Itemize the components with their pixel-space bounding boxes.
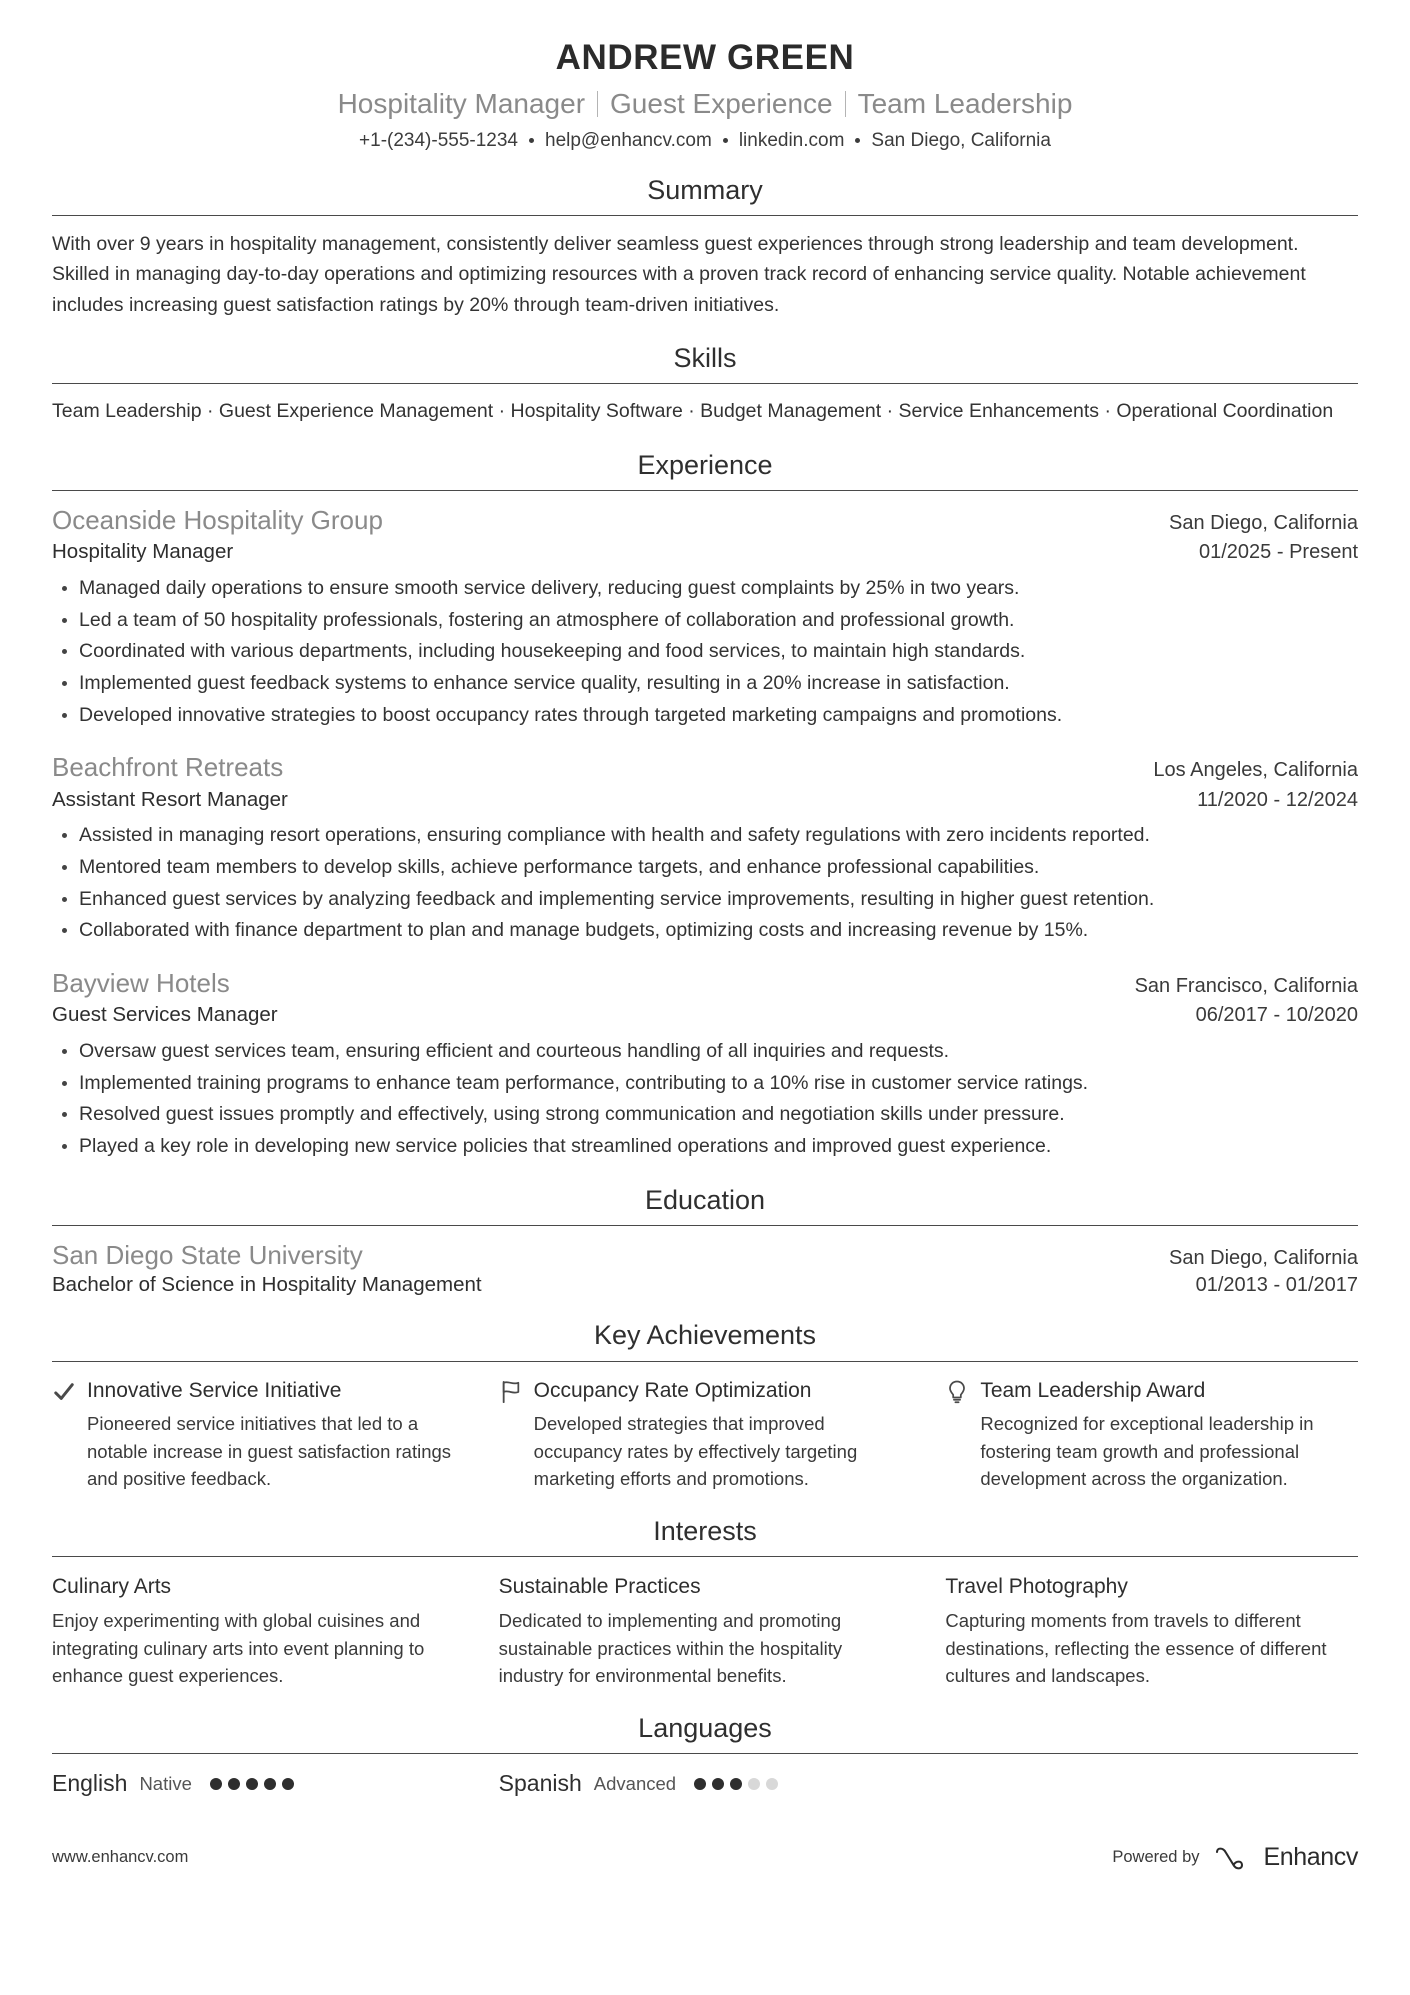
- experience-role-row: [52, 784, 1358, 814]
- proficiency-dot-filled: [730, 1778, 742, 1790]
- experience-company-row: [52, 751, 1358, 784]
- headline-part-3: Team Leadership: [857, 88, 1073, 120]
- achievement-title: Team Leadership Award: [980, 1378, 1206, 1402]
- education-school-row: [52, 1239, 1358, 1272]
- language-item: [499, 1770, 912, 1797]
- lightbulb-icon: [945, 1379, 969, 1405]
- experience-job-title: Hospitality Manager: [52, 540, 234, 564]
- language-name: Spanish: [498, 1770, 582, 1797]
- education-school-name: San Diego State University: [52, 1239, 363, 1270]
- interests-grid: [52, 1557, 1358, 1690]
- headline-part-1: Hospitality Manager: [337, 88, 586, 120]
- powered-by-label: Powered by: [1112, 1848, 1200, 1867]
- education-location: San Diego, California: [1169, 1246, 1358, 1269]
- achievement-description: Recognized for exceptional leadership in fostering team growth and professional development across the organization.: [980, 1412, 1314, 1490]
- footer-website-url[interactable]: www.enhancv.com: [52, 1848, 189, 1867]
- experience-bullet: Played a key role in developing new service policies that streamlined operations and improved guest experience.: [52, 1132, 1358, 1162]
- education-entry: [52, 1226, 1358, 1298]
- section-education: [52, 1184, 1358, 1298]
- achievement-item: [52, 1378, 465, 1493]
- section-skills: [52, 342, 1358, 427]
- experience-bullet: Mentored team members to develop skills, achieve performance targets, and enhance professional capabilities.: [52, 853, 1358, 883]
- achievement-header: [945, 1378, 1358, 1405]
- interest-title: Culinary Arts: [52, 1575, 172, 1599]
- experience-company-row: [52, 967, 1358, 1000]
- proficiency-dot-empty: [766, 1778, 778, 1790]
- languages-grid: [52, 1754, 1358, 1797]
- language-proficiency-dots: [210, 1778, 294, 1790]
- enhancv-mark-icon: [1214, 1845, 1256, 1871]
- section-title-interests: Interests: [653, 1516, 757, 1547]
- experience-bullet: Resolved guest issues promptly and effectively, using strong communication and negotiation skills under pressure.: [52, 1100, 1358, 1130]
- achievement-title: Innovative Service Initiative: [87, 1378, 342, 1402]
- section-languages: [52, 1712, 1358, 1797]
- achievement-description: Pioneered service initiatives that led to a notable increase in guest satisfaction ratings and positive feedback.: [87, 1412, 452, 1490]
- experience-company-name: Bayview Hotels: [52, 967, 230, 998]
- experience-location: Los Angeles, California: [1153, 759, 1358, 782]
- headline-part-2: Guest Experience: [610, 88, 833, 120]
- experience-bullet: Assisted in managing resort operations, ensuring compliance with health and safety regulations with zero incidents reported.: [52, 821, 1358, 851]
- section-title-experience: Experience: [637, 449, 773, 480]
- experience-role-row: [52, 536, 1358, 566]
- achievement-title: Occupancy Rate Optimization: [533, 1378, 812, 1402]
- experience-entry: [52, 491, 1358, 730]
- experience-bullet: Developed innovative strategies to boost occupancy rates through targeted marketing campaigns and promotions.: [52, 701, 1358, 731]
- experience-entry: [52, 948, 1358, 1162]
- interest-title: Sustainable Practices: [498, 1575, 701, 1599]
- proficiency-dot-filled: [694, 1778, 706, 1790]
- enhancv-brand-name: Enhancv: [1263, 1843, 1358, 1872]
- experience-bullet: Implemented training programs to enhance team performance, contributing to a 10% rise in customer service ratings.: [52, 1069, 1358, 1099]
- experience-dates: 06/2017 - 10/2020: [1195, 1004, 1358, 1027]
- flag-icon: [499, 1379, 523, 1405]
- skills-list: Team Leadership · Guest Experience Management · Hospitality Software · Budget Management · Service Enhancements · Operational Coordination: [52, 400, 1334, 423]
- interest-item: [52, 1573, 465, 1690]
- experience-bullet: Led a team of 50 hospitality professionals, fostering an atmosphere of collaboration and professional growth.: [52, 606, 1358, 636]
- candidate-headline: [52, 87, 1358, 121]
- proficiency-dot-empty: [748, 1778, 760, 1790]
- achievement-description: Developed strategies that improved occupancy rates by effectively targeting marketing efforts and promotions.: [533, 1412, 858, 1490]
- proficiency-dot-filled: [246, 1778, 258, 1790]
- contact-linkedin[interactable]: linkedin.com: [738, 129, 845, 151]
- language-name: English: [52, 1770, 128, 1797]
- section-title-education: Education: [644, 1184, 766, 1215]
- section-interests: [52, 1515, 1358, 1690]
- proficiency-dot-filled: [282, 1778, 294, 1790]
- contact-info: [52, 130, 1358, 152]
- experience-bullet: Oversaw guest services team, ensuring efficient and courteous handling of all inquiries and requests.: [52, 1037, 1358, 1067]
- experience-dates: 01/2025 - Present: [1199, 541, 1358, 564]
- experience-bullet-list: [52, 574, 1358, 730]
- page-footer: [52, 1843, 1358, 1898]
- section-summary: [52, 174, 1358, 320]
- experience-dates: 11/2020 - 12/2024: [1197, 788, 1358, 811]
- contact-location: San Diego, California: [871, 129, 1051, 151]
- section-title-summary: Summary: [647, 174, 763, 205]
- experience-entry: [52, 732, 1358, 946]
- experience-bullet: Coordinated with various departments, including housekeeping and food services, to maintain high standards.: [52, 637, 1358, 667]
- experience-job-title: Guest Services Manager: [52, 1003, 278, 1027]
- experience-role-row: [52, 999, 1358, 1029]
- proficiency-dot-filled: [264, 1778, 276, 1790]
- footer-branding: [1112, 1843, 1358, 1872]
- section-title-skills: Skills: [673, 342, 737, 373]
- interest-item: [945, 1573, 1358, 1690]
- candidate-name: ANDREW GREEN: [555, 38, 855, 77]
- section-key-achievements: [52, 1319, 1358, 1493]
- achievement-item: [499, 1378, 912, 1493]
- experience-bullet: Collaborated with finance department to plan and manage budgets, optimizing costs and increasing revenue by 15%.: [52, 916, 1358, 946]
- interest-description: Capturing moments from travels to different destinations, reflecting the essence of different cultures and landscapes.: [945, 1609, 1327, 1687]
- check-icon: [52, 1379, 76, 1405]
- experience-company-name: Beachfront Retreats: [52, 752, 284, 783]
- contact-email[interactable]: help@enhancv.com: [545, 129, 712, 151]
- interest-item: [499, 1573, 912, 1690]
- experience-entry-list: [52, 491, 1358, 1162]
- experience-location: San Francisco, California: [1134, 974, 1358, 997]
- achievement-item: [945, 1378, 1358, 1493]
- achievements-grid: [52, 1362, 1358, 1493]
- contact-phone: +1-(234)-555-1234: [359, 129, 518, 151]
- language-proficiency-dots: [694, 1778, 778, 1790]
- language-level: Native: [139, 1772, 192, 1794]
- experience-location: San Diego, California: [1169, 511, 1358, 534]
- experience-bullet-list: [52, 821, 1358, 946]
- experience-job-title: Assistant Resort Manager: [52, 787, 288, 811]
- achievement-header: [52, 1378, 465, 1405]
- proficiency-dot-filled: [228, 1778, 240, 1790]
- proficiency-dot-filled: [712, 1778, 724, 1790]
- experience-bullet: Managed daily operations to ensure smooth service delivery, reducing guest complaints by 25% in two years.: [52, 574, 1358, 604]
- experience-bullet-list: [52, 1037, 1358, 1162]
- interest-description: Enjoy experimenting with global cuisines and integrating culinary arts into event planning to enhance guest experiences.: [52, 1609, 425, 1687]
- experience-company-row: [52, 504, 1358, 537]
- language-level: Advanced: [593, 1772, 677, 1794]
- experience-bullet: Implemented guest feedback systems to enhance service quality, resulting in a 20% increase in satisfaction.: [52, 669, 1358, 699]
- education-dates: 01/2013 - 01/2017: [1195, 1274, 1358, 1297]
- education-degree: Bachelor of Science in Hospitality Management: [52, 1273, 482, 1297]
- experience-bullet: Enhanced guest services by analyzing feedback and implementing service improvements, resulting in higher guest retention.: [52, 885, 1358, 915]
- resume-header: [52, 34, 1358, 152]
- interest-title: Travel Photography: [945, 1575, 1128, 1599]
- enhancv-logo: [1214, 1843, 1359, 1872]
- achievement-header: [499, 1378, 912, 1405]
- summary-text: With over 9 years in hospitality management, consistently deliver seamless guest experiences through strong leadership and team development. Skilled in managing day-to-day operations and optimizing resources with a proven track record of enhancing service quality. Notable achievement includes increasing guest satisfaction ratings by 20% through team-driven initiatives.: [52, 233, 1306, 316]
- interest-description: Dedicated to implementing and promoting sustainable practices within the hospitality industry for environmental benefits.: [498, 1609, 843, 1687]
- education-entry-list: [52, 1226, 1358, 1298]
- language-item: [52, 1770, 465, 1797]
- proficiency-dot-filled: [210, 1778, 222, 1790]
- section-title-languages: Languages: [638, 1713, 772, 1743]
- section-title-key-achievements: Key Achievements: [593, 1320, 817, 1351]
- experience-company-name: Oceanside Hospitality Group: [52, 504, 383, 535]
- education-degree-row: [52, 1271, 1358, 1297]
- section-experience: [52, 449, 1358, 1162]
